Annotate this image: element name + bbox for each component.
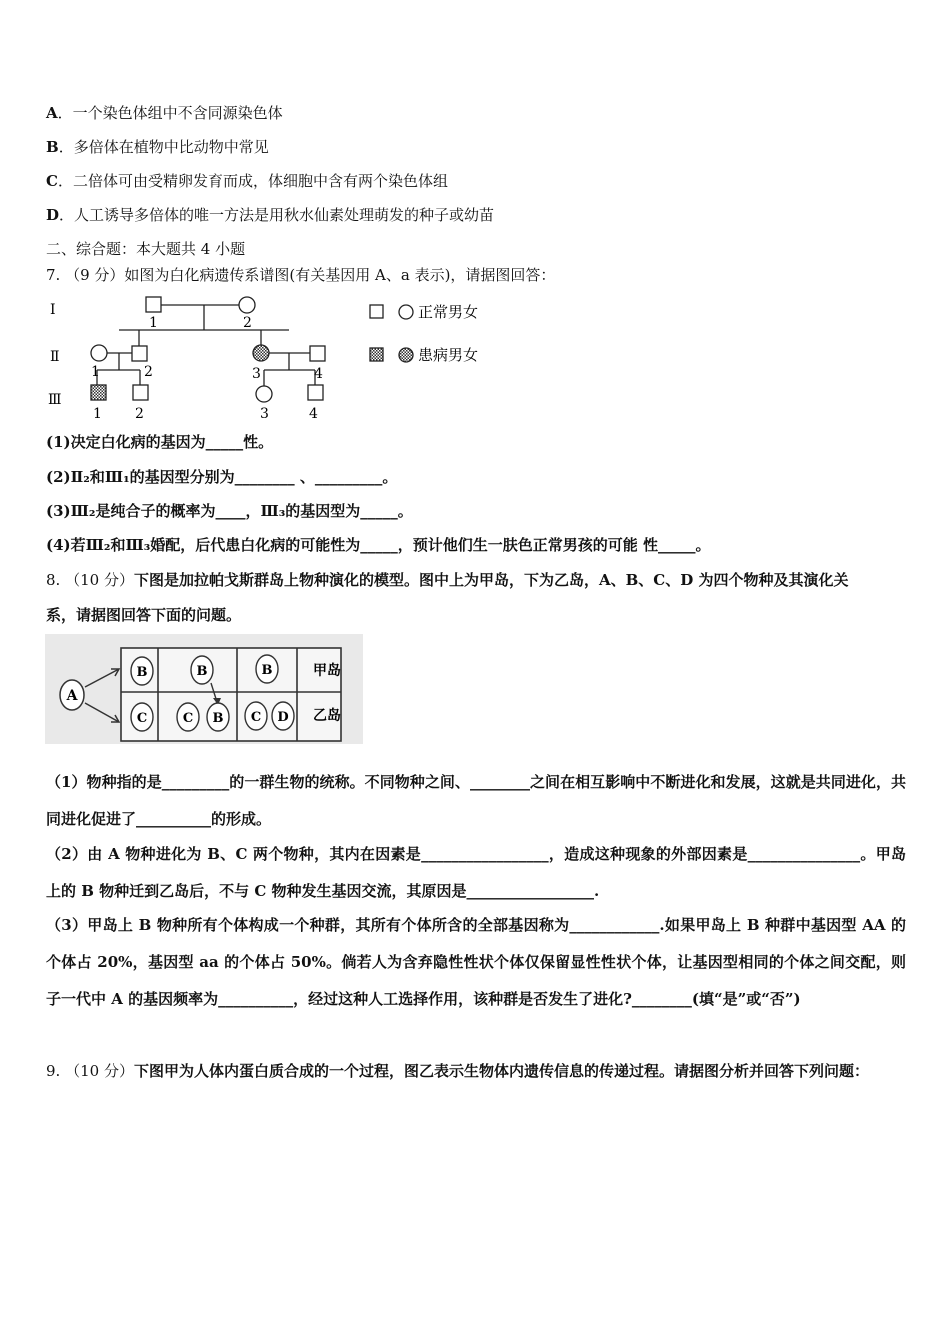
individual-label: 1 [91,364,100,380]
island-label-bottom: 乙岛 [313,708,341,724]
island-evolution-diagram [45,634,363,744]
q8-stem-line2: 系，请据图回答下面的问题。 [46,606,242,624]
legend-normal-male-icon [370,305,383,318]
gen1-male-1 [146,297,161,312]
option-letter: D [46,206,60,224]
q7-sub1: (1)决定白化病的基因为_____性。 [46,433,274,451]
q8-sub2: （2）由 A 物种进化为 B、C 两个物种，其内在因素是_________________，造成这种现象的外部因素是_______________。甲岛上的 B 物种迁到乙岛后，不与 C 物种发生基因交流，其原因是_________________. [46,845,906,900]
individual-label: 2 [243,315,252,331]
q9-stem [46,1053,906,1090]
question-number: 7. [46,266,61,284]
option-letter: B [46,138,59,156]
gen3-male-4 [308,385,323,400]
pedigree-chart [40,290,500,425]
gen3-male-2 [133,385,148,400]
legend-normal-female-icon [399,305,413,319]
q7-sub2: (2)Ⅱ₂和Ⅲ₁的基因型分别为________ 、_________。 [46,468,398,486]
gen2-female-1 [91,345,107,361]
island-label-top: 甲岛 [313,663,341,679]
question-score: （10 分） [65,1062,134,1080]
species-label: C [136,711,148,726]
generation-label: Ⅲ [48,392,62,408]
option-letter: A [46,104,58,122]
species-label: C [250,710,262,725]
gen2-affected-female-3 [253,345,269,361]
species-label: D [277,710,289,725]
q8-sub1: （1）物种指的是_________的一群生物的统称。不同物种之间、________之间在相互影响中不断进化和发展，这就是共同进化，共同进化促进了__________的形成。 [46,773,906,828]
individual-label: 4 [309,406,318,422]
generation-label: Ⅱ [50,349,60,365]
option-text: ．二倍体可由受精卵发育而成，体细胞中含有两个染色体组 [57,172,448,190]
question-number: 8. [46,571,61,589]
species-label: B [196,664,208,679]
individual-label: 2 [144,364,153,380]
species-label: B [212,711,224,726]
q8-stem-line1 [46,570,848,590]
question-text: 如图为白化病遗传系谱图(有关基因用 A、a 表示)，请据图回答： [124,266,556,284]
gen3-female-3 [256,386,272,402]
individual-label: 3 [260,406,269,422]
species-label: B [261,663,273,678]
legend-affected-female-icon [399,348,413,362]
section-title: 二、综合题：本大题共 4 小题 [46,240,246,258]
individual-label: 4 [314,366,323,382]
option-c [46,171,448,191]
question-text: 下图甲为人体内蛋白质合成的一个过程，图乙表示生物体内遗传信息的传递过程。请据图分析并回答下列问题： [133,1062,869,1080]
option-text: ．人工诱导多倍体的唯一方法是用秋水仙素处理萌发的种子或幼苗 [59,206,495,224]
individual-label: 2 [135,406,144,422]
question-score: （10 分） [65,571,134,589]
option-b [46,137,269,157]
option-text: ．一个染色体组中不含同源染色体 [57,104,283,122]
option-letter: C [46,172,58,190]
legend-affected-male-icon [370,348,383,361]
question-number: 9. [46,1062,61,1080]
generation-label: Ⅰ [50,302,56,318]
gen2-male-4 [310,346,325,361]
species-label: A [66,688,78,704]
species-label: B [136,665,148,680]
q7-stem [46,265,555,285]
option-d [46,205,494,225]
individual-label: 3 [252,366,261,382]
option-a [46,103,283,123]
species-label: C [182,711,194,726]
legend-normal-label: 正常男女 [418,303,479,321]
legend-affected-label: 患病男女 [418,346,479,364]
gen2-male-2 [132,346,147,361]
gen3-affected-male-1 [91,385,106,400]
question-score: （9 分） [65,266,125,284]
q7-sub4: (4)若Ⅲ₂和Ⅲ₃婚配，后代患白化病的可能性为_____，预计他们生一肤色正常男孩的可能 性_____。 [46,536,711,554]
individual-label: 1 [149,315,158,331]
q8-sub3: （3）甲岛上 B 物种所有个体构成一个种群，其所有个体所含的全部基因称为____________.如果甲岛上 B 种群中基因型 AA 的个体占 20%，基因型 aa 的个体占 50%。倘若人为含弃隐性性状个体仅保留显性性状个体，让基因型相同的个体之间交配，则子一代中 A 的基因频率为__________，经过这种人工选择作用，该种群是否发生了进化?________(填“是”或“否”) [46,916,906,1008]
q7-sub3: (3)Ⅲ₂是纯合子的概率为____，Ⅲ₃的基因型为_____。 [46,502,413,520]
individual-label: 1 [93,406,102,422]
question-text: 下图是加拉帕戈斯群岛上物种演化的模型。图中上为甲岛，下为乙岛，A、B、C、D 为四个物种及其演化关 [133,571,849,589]
option-text: ．多倍体在植物中比动物中常见 [58,138,269,156]
gen1-female-2 [239,297,255,313]
